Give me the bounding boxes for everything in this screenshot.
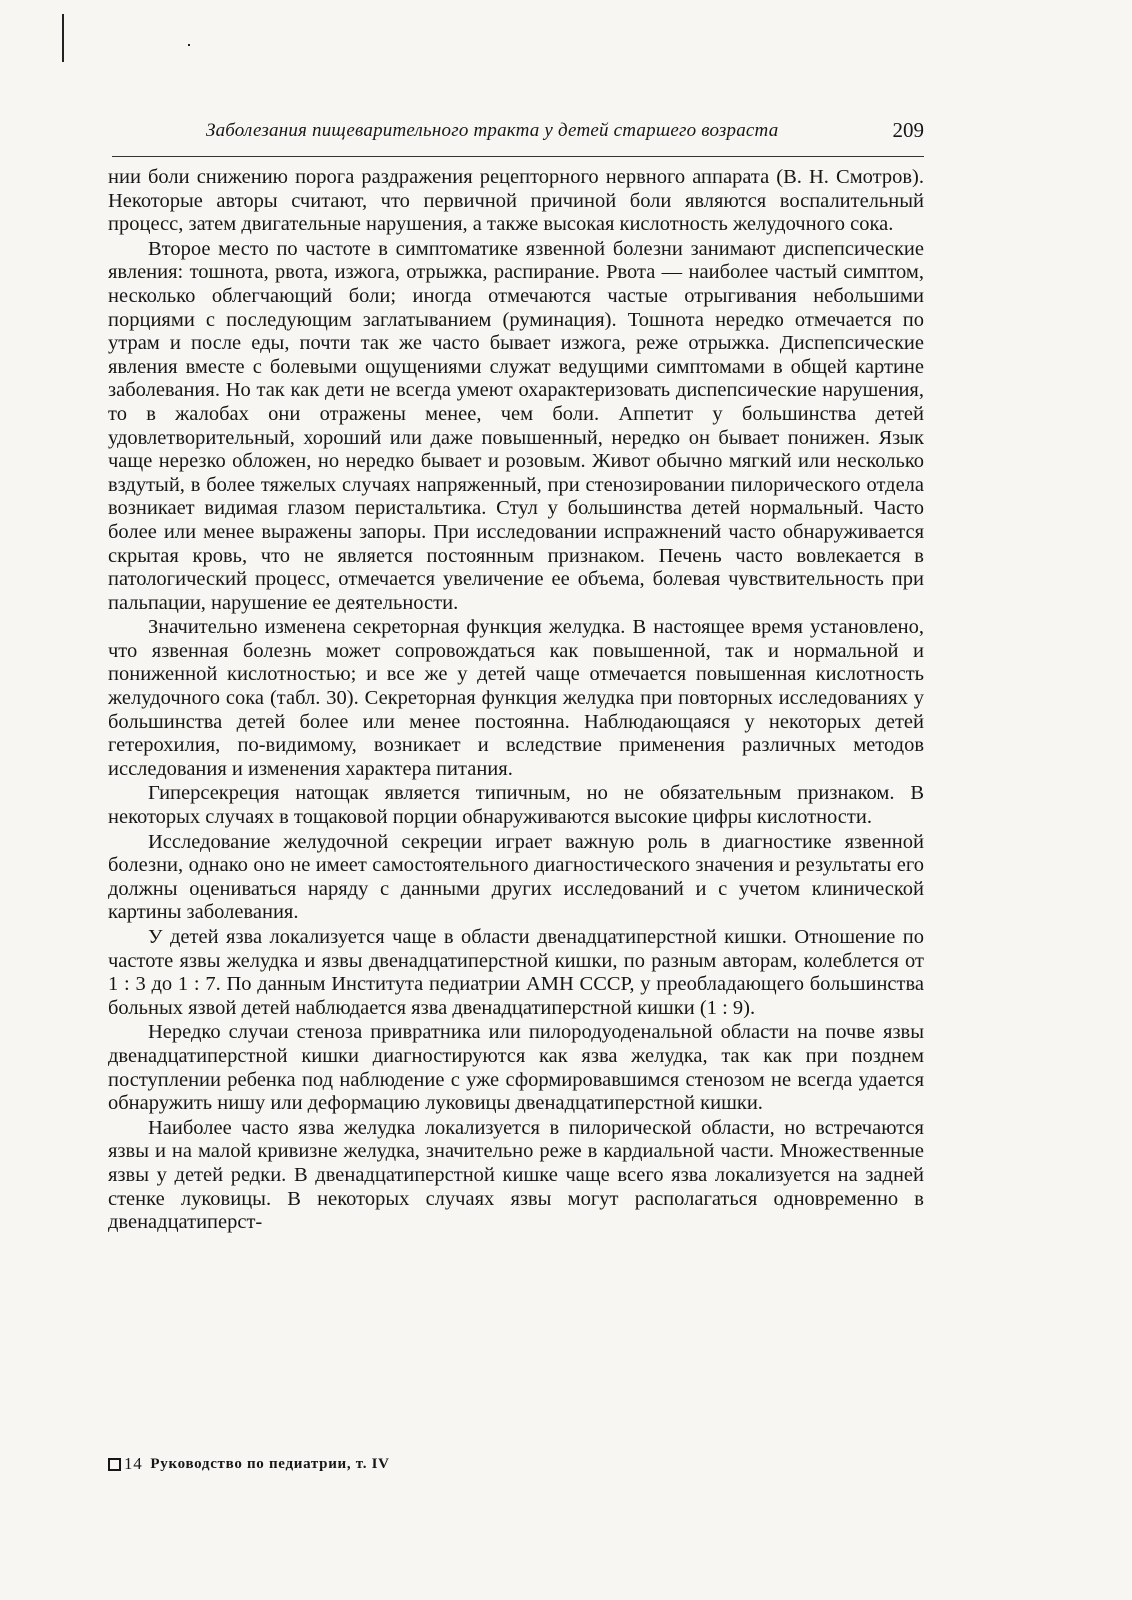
paragraph-stenosis: Нередко случаи стеноза привратника или пилородуоденальной области на почве язвы двенадцатиперстной кишки диагностируются как язва желудка, так как при позднем поступлении ребенка под наблюдение с уже сформировавшимся стенозом не всегда удается обнаружить нишу или деформацию луковицы двенадцатиперстной кишки. xyxy=(108,1021,924,1115)
footer-signature xyxy=(108,1454,390,1474)
scan-artifact-dot xyxy=(188,44,190,46)
paragraph-gastric-ulcer-location: Наиболее часто язва желудка локализуется в пилорической области, но встречаются язвы и на малой кривизне желудка, значительно реже в кардиальной части. Множественные язвы у детей редки. В двенадцатиперстной кишке чаще всего язва локализуется на задней стенке луковицы. В некоторых случаях язвы могут располагаться одновременно в двенадцатиперст- xyxy=(108,1116,924,1234)
paragraph-secretory-function: Значительно изменена секреторная функция желудка. В настоящее время установлено, что язвенная болезнь может сопровождаться как повышенной, так и нормальной и пониженной кислотностью; и все же у детей чаще отмечается повышенная кислотность желудочного сока (табл. 30). Секреторная функция желудка при повторных исследованиях у большинства детей более или менее постоянна. Наблюдающаяся у некоторых детей гетерохилия, по-видимому, возникает и вследствие применения различных методов исследования и изменения характера питания. xyxy=(108,616,924,780)
paragraph-hypersecretion: Гиперсекреция натощак является типичным, но не обязательным признаком. В некоторых случаях в тощаковой порции обнаруживаются высокие цифры кислотности. xyxy=(108,782,924,829)
scan-artifact-mark xyxy=(62,14,64,62)
paragraph-continuation: нии боли снижению порога раздражения рецепторного нервного аппарата (В. Н. Смотров). Некоторые авторы считают, что первичной причиной боли являются воспалительный процесс, затем двигательные нарушения, а также высокая кислотность желудочного сока. xyxy=(108,166,924,236)
paragraph-secretion-study: Исследование желудочной секреции играет важную роль в диагностике язвенной болезни, однако оно не имеет самостоятельного диагностического значения и результаты его должны оцениваться наряду с данными других исследований и с учетом клинической картины заболевания. xyxy=(108,830,924,924)
footer-text: Руководство по педиатрии, т. IV xyxy=(150,1455,390,1472)
square-icon xyxy=(108,1458,121,1471)
running-head: Заболезания пищеварительного тракта у детей старшего возраста xyxy=(206,120,779,141)
paragraph-dyspepsia: Второе место по частоте в симптоматике язвенной болезни занимают диспепсические явления: тошнота, рвота, изжога, отрыжка, распирание. Рвота — наиболее частый симптом, несколько облегчающий боли; иногда отмечаются частые отрыгивания небольшими порциями с последующим заглатыванием (руминация). Тошнота нередко отмечается по утрам и после еды, почти так же часто бывает изжога, реже отрыжка. Диспепсические явления вместе с болевыми ощущениями служат ведущими симптомами в общей картине заболевания. Но так как дети не всегда умеют охарактеризовать диспепсические нарушения, то в жалобах они отражены менее, чем боли. Аппетит у большинства детей удовлетворительный, хороший или даже повышенный, нередко он бывает понижен. Язык чаще нерезко обложен, но нередко бывает и розовым. Живот обычно мягкий или несколько вздутый, в более тяжелых случаях напряженный, при стенозировании пилорического отдела возникает видимая глазом перистальтика. Стул у большинства детей нормальный. Часто более или менее выражены запоры. При исследовании испражнений часто обнаруживается скрытая кровь, что не является постоянным признаком. Печень часто вовлекается в патологический процесс, отмечается увеличение ее объема, болевая чувствительность при пальпации, нарушение ее деятельности. xyxy=(108,237,924,614)
page-header xyxy=(112,118,924,157)
page-number: 209 xyxy=(892,118,924,142)
paragraph-ulcer-location: У детей язва локализуется чаще в области двенадцатиперстной кишки. Отношение по частоте язвы желудка и язвы двенадцатиперстной кишки, по разным авторам, колеблется от 1 : 3 до 1 : 7. По данным Института педиатрии АМН СССР, у преобладающего большинства больных язвой детей наблюдается язва двенадцатиперстной кишки (1 : 9). xyxy=(108,926,924,1019)
body-text xyxy=(108,166,924,1236)
signature-number: 14 xyxy=(124,1454,143,1473)
